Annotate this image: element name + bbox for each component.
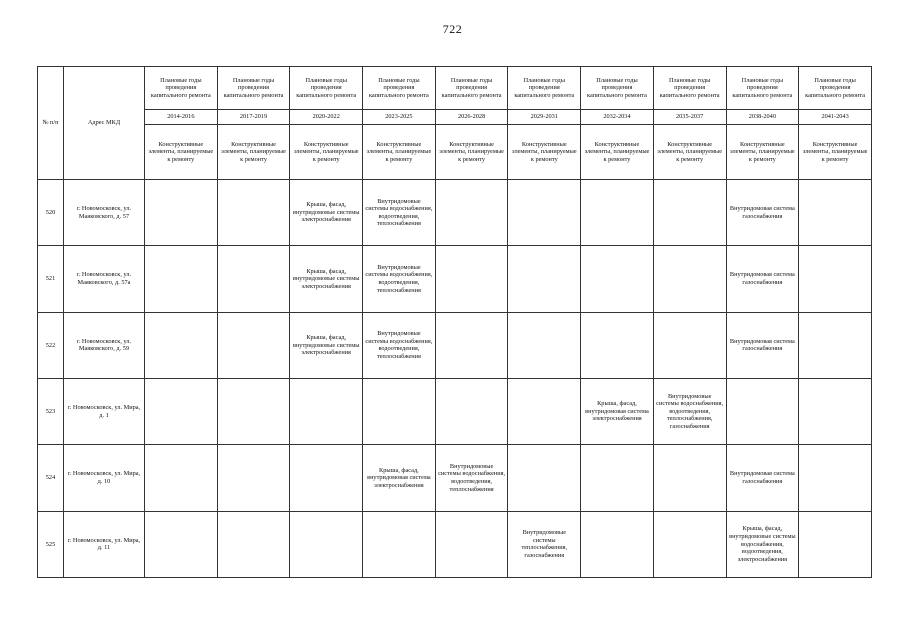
header-address: Адрес МКД (64, 67, 145, 180)
repair-cell (653, 180, 726, 246)
repair-cell: Внутридомовая система газоснабжения (726, 180, 799, 246)
repair-cell (581, 445, 654, 511)
header-period-years: 2023-2025 (363, 110, 436, 125)
repair-cell (581, 180, 654, 246)
row-number: 521 (38, 246, 64, 312)
table-row (38, 246, 872, 312)
repair-cell (217, 312, 290, 378)
repair-cell (290, 445, 363, 511)
header-period-desc: Конструктивные элементы, планируемые к ремонту (435, 125, 508, 180)
repair-cell (363, 378, 436, 444)
repair-cell (145, 511, 218, 577)
row-address: г. Новомосковск, ул. Маяковского, д. 57 (64, 180, 145, 246)
table-row (38, 511, 872, 577)
repair-cell (508, 312, 581, 378)
repair-cell: Внутридомовые системы водоснабжения, водоотведения, теплоснабжения (363, 180, 436, 246)
header-period-years: 2035-2037 (653, 110, 726, 125)
repair-cell (653, 246, 726, 312)
repair-cell: Внутридомовые системы водоснабжения, водоотведения, теплоснабжения, газоснабжения (653, 378, 726, 444)
header-row-number: № п/п (38, 67, 64, 180)
header-period-desc: Конструктивные элементы, планируемые к ремонту (217, 125, 290, 180)
repair-cell (581, 511, 654, 577)
repair-cell (726, 378, 799, 444)
repair-cell (799, 445, 872, 511)
repair-cell (799, 180, 872, 246)
header-period-desc: Конструктивные элементы, планируемые к ремонту (653, 125, 726, 180)
header-period-desc: Конструктивные элементы, планируемые к ремонту (145, 125, 218, 180)
repair-cell: Крыша, фасад, внутридомовые системы электроснабжения (290, 246, 363, 312)
header-period-desc: Конструктивные элементы, планируемые к ремонту (726, 125, 799, 180)
period-title-row (38, 67, 872, 110)
repair-cell (581, 312, 654, 378)
row-address: г. Новомосковск, ул. Маяковского, д. 57а (64, 246, 145, 312)
header-period-title: Плановые годы проведения капитального ремонта (799, 67, 872, 110)
repair-cell (363, 511, 436, 577)
capital-repair-schedule-table (37, 66, 872, 578)
repair-cell (290, 378, 363, 444)
header-period-years: 2038-2040 (726, 110, 799, 125)
header-period-desc: Конструктивные элементы, планируемые к ремонту (799, 125, 872, 180)
row-address: г. Новомосковск, ул. Мира, д. 1 (64, 378, 145, 444)
header-period-desc: Конструктивные элементы, планируемые к ремонту (508, 125, 581, 180)
header-period-years: 2026-2028 (435, 110, 508, 125)
row-number: 522 (38, 312, 64, 378)
header-period-desc: Конструктивные элементы, планируемые к ремонту (581, 125, 654, 180)
header-period-title: Плановые годы проведения капитального ремонта (653, 67, 726, 110)
repair-cell (435, 246, 508, 312)
row-number: 524 (38, 445, 64, 511)
repair-cell (435, 511, 508, 577)
table-row (38, 180, 872, 246)
repair-cell (653, 445, 726, 511)
repair-cell: Крыша, фасад, внутридомовые системы электроснабжения (290, 312, 363, 378)
repair-cell (145, 312, 218, 378)
repair-cell (217, 180, 290, 246)
header-period-years: 2029-2031 (508, 110, 581, 125)
header-period-title: Плановые годы проведения капитального ремонта (363, 67, 436, 110)
header-period-desc: Конструктивные элементы, планируемые к ремонту (290, 125, 363, 180)
repair-cell: Внутридомовые системы водоснабжения, водоотведения, теплоснабжения (363, 246, 436, 312)
repair-cell: Крыша, фасад, внутридомовая система электроснабжения (363, 445, 436, 511)
table-row (38, 378, 872, 444)
repair-cell (435, 378, 508, 444)
repair-cell (145, 246, 218, 312)
header-period-years: 2041-2043 (799, 110, 872, 125)
row-number: 525 (38, 511, 64, 577)
repair-cell (290, 511, 363, 577)
header-period-title: Плановые годы проведения капитального ремонта (581, 67, 654, 110)
header-period-years: 2014-2016 (145, 110, 218, 125)
repair-cell: Внутридомовая система газоснабжения (726, 246, 799, 312)
repair-cell (145, 180, 218, 246)
repair-cell (508, 445, 581, 511)
repair-cell (653, 312, 726, 378)
repair-cell (508, 378, 581, 444)
header-period-title: Плановые годы проведения капитального ремонта (726, 67, 799, 110)
row-number: 520 (38, 180, 64, 246)
table-row (38, 312, 872, 378)
header-period-years: 2020-2022 (290, 110, 363, 125)
repair-cell: Внутридомовые системы водоснабжения, водоотведения, теплоснабжения (435, 445, 508, 511)
row-address: г. Новомосковск, ул. Мира, д. 11 (64, 511, 145, 577)
repair-cell (217, 511, 290, 577)
repair-cell (799, 511, 872, 577)
repair-cell (145, 445, 218, 511)
repair-cell (799, 378, 872, 444)
header-period-title: Плановые годы проведения капитального ремонта (435, 67, 508, 110)
header-period-desc: Конструктивные элементы, планируемые к ремонту (363, 125, 436, 180)
repair-cell (435, 312, 508, 378)
repair-cell (217, 378, 290, 444)
repair-cell (581, 246, 654, 312)
row-number: 523 (38, 378, 64, 444)
repair-cell (653, 511, 726, 577)
repair-cell (435, 180, 508, 246)
header-period-title: Плановые годы проведения капитального ремонта (508, 67, 581, 110)
period-desc-row (38, 125, 872, 180)
header-period-title: Плановые годы проведения капитального ремонта (217, 67, 290, 110)
repair-cell (508, 246, 581, 312)
repair-cell: Крыша, фасад, внутридомовая система электроснабжения (581, 378, 654, 444)
header-period-title: Плановые годы проведения капитального ремонта (290, 67, 363, 110)
header-period-title: Плановые годы проведения капитального ремонта (145, 67, 218, 110)
header-period-years: 2017-2019 (217, 110, 290, 125)
repair-cell: Внутридомовая система газоснабжения (726, 445, 799, 511)
header-period-years: 2032-2034 (581, 110, 654, 125)
repair-cell (799, 312, 872, 378)
repair-cell (217, 246, 290, 312)
repair-cell: Внутридомовые системы водоснабжения, водоотведения, теплоснабжения (363, 312, 436, 378)
row-address: г. Новомосковск, ул. Маяковского, д. 59 (64, 312, 145, 378)
table-row (38, 445, 872, 511)
repair-cell (217, 445, 290, 511)
repair-cell: Крыша, фасад, внутридомовые системы электроснабжения (290, 180, 363, 246)
repair-cell: Внутридомовая система газоснабжения (726, 312, 799, 378)
repair-cell (145, 378, 218, 444)
repair-cell (799, 246, 872, 312)
page-number: 722 (442, 22, 463, 36)
repair-cell: Крыша, фасад, внутридомовые системы водоснабжения, водоотведения, электроснабжения (726, 511, 799, 577)
repair-cell: Внутридомовые системы теплоснабжения, газоснабжения (508, 511, 581, 577)
row-address: г. Новомосковск, ул. Мира, д. 10 (64, 445, 145, 511)
period-years-row (38, 110, 872, 125)
repair-cell (508, 180, 581, 246)
